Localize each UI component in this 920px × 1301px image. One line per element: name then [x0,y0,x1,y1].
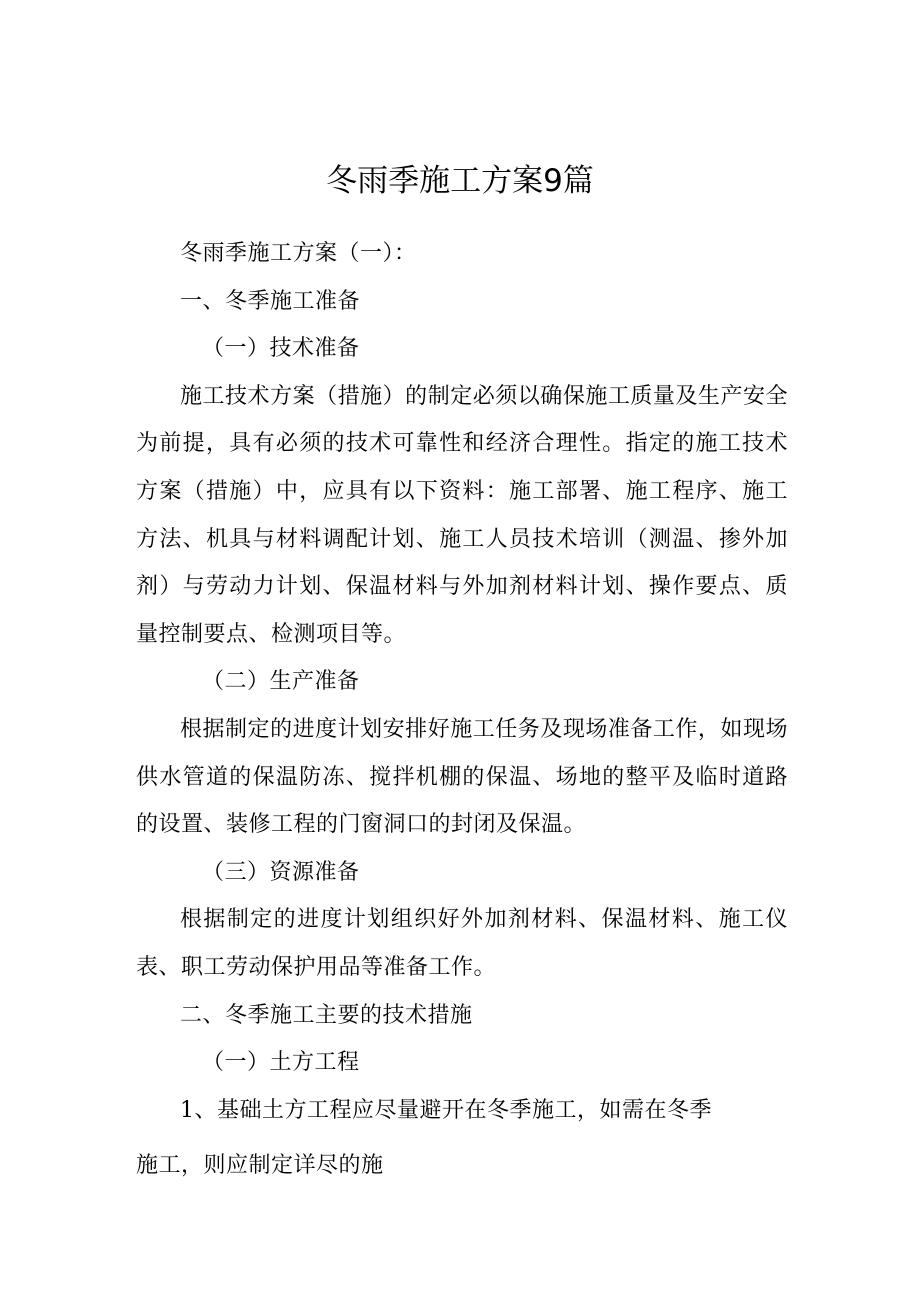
paragraph: 施工，则应制定详尽的施 [136,1153,384,1179]
paragraph: 根据制定的进度计划安排好施工任务及现场准备工作，如现场供水管道的保温防冻、搅拌机棚的保温、场地的整平及临时道路的设置、装修工程的门窗洞口的封闭及保温。 [136,716,788,838]
paragraph: 施工技术方案（措施）的制定必须以确保施工质量及生产安全为前提，具有必须的技术可靠性和经济合理性。指定的施工技术方案（措施）中，应具有以下资料：施工部署、施工程序、施工方法、机具与材料调配计划、施工人员技术培训（测温、掺外加剂）与劳动力计划、保温材料与外加剂材料计划、操作要点、质量控制要点、检测项目等。 [136,383,788,647]
subsection-heading: （二）生产准备 [202,669,360,695]
subsection-heading: （三）资源准备 [202,859,360,885]
document-title: 冬雨季施工方案9篇 [326,163,594,199]
section-heading: 一、冬季施工准备 [180,288,361,314]
section-heading: 冬雨季施工方案（一）： [180,241,417,266]
section-heading: 二、冬季施工主要的技术措施 [180,1002,473,1028]
subsection-heading: （一）技术准备 [202,336,360,362]
paragraph: 1、基础土方工程应尽量避开在冬季施工，如需在冬季 [180,1097,712,1123]
document-body [136,230,788,1190]
paragraph: 根据制定的进度计划组织好外加剂材料、保温材料、施工仪表、职工劳动保护用品等准备工作。 [136,907,788,980]
subsection-heading: （一）土方工程 [202,1050,360,1076]
